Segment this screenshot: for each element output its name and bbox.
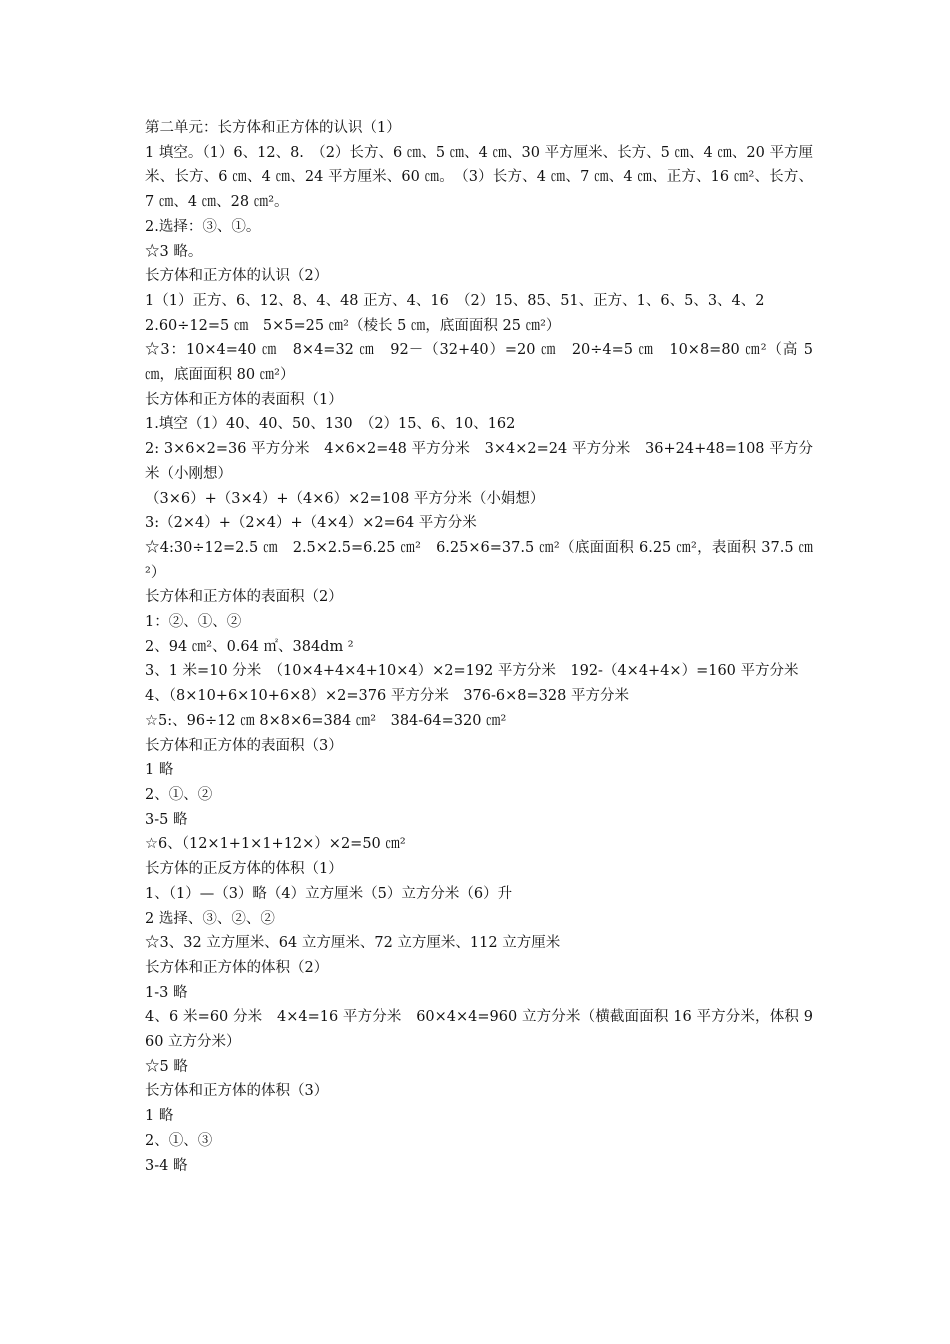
answer-line: 1、（1）—（3）略（4）立方厘米（5）立方分米（6）升 xyxy=(145,885,513,902)
answer-line: ☆3：10×4=40 ㎝ 8×4=32 ㎝ 92－（32+40）=20 ㎝ 20÷4=5 ㎝ 10×8=80 ㎝²（高 5 ㎝，底面面积 80 ㎝²） xyxy=(145,342,813,384)
section-heading: 长方体和正方体的认识（2） xyxy=(145,268,329,285)
answer-line: 1 填空。（1）6、12、8. （2）长方、6 ㎝、5 ㎝、4 ㎝、30 平方厘米、长方、5 ㎝、4 ㎝、20 平方厘米、长方、6 ㎝、4 ㎝、24 平方厘米、60 ㎝。 （3）长方、4 ㎝、7 ㎝、4 ㎝、正方、16 ㎝²、长方、7 ㎝、4 ㎝、28 ㎝²。 xyxy=(145,144,813,211)
answer-line: （3×6）+（3×4）+（4×6）×2=108 平方分米（小娟想） xyxy=(145,490,545,507)
answer-line: 4、6 米=60 分米 4×4=16 平方分米 60×4×4=960 立方分米（横截面面积 16 平方分米，体积 960 立方分米） xyxy=(145,1009,813,1051)
answer-line: 1-3 略 xyxy=(145,984,188,1001)
section-heading: 长方体和正方体的表面积（2） xyxy=(145,589,343,606)
section-heading: 长方体的正反方体的体积（1） xyxy=(145,861,343,878)
answer-line: 3-4 略 xyxy=(145,1157,188,1174)
answer-line: 1.填空（1）40、40、50、130 （2）15、6、10、162 xyxy=(145,416,516,433)
answer-line: 2: 3×6×2=36 平方分米 4×6×2=48 平方分米 3×4×2=24 平方分米 36+24+48=108 平方分米（小刚想） xyxy=(145,441,813,482)
answer-line: ☆3、32 立方厘米、64 立方厘米、72 立方厘米、112 立方厘米 xyxy=(145,935,561,952)
section-heading: 长方体和正方体的表面积（3） xyxy=(145,737,343,754)
answer-line: 2.选择：③、①。 xyxy=(145,218,261,235)
answer-line: 1（1）正方、6、12、8、4、48 正方、4、16 （2）15、85、51、正方、1、6、5、3、4、2 xyxy=(145,292,765,309)
unit-heading: 第二单元：长方体和正方体的认识（1） xyxy=(145,120,401,136)
section-heading: 长方体和正方体的体积（3） xyxy=(145,1083,329,1100)
answer-line: 2.60÷12=5 ㎝ 5×5=25 ㎝²（棱长 5 ㎝，底面面积 25 ㎝²） xyxy=(145,317,561,334)
answer-line: 2、94 ㎝²、0.64 ㎡、384dm ² xyxy=(145,638,354,655)
answer-line: 2、①、③ xyxy=(145,1132,213,1149)
answer-line: ☆5:、96÷12 ㎝ 8×8×6=384 ㎝² 384-64=320 ㎝² xyxy=(145,712,507,729)
answer-line: 1 略 xyxy=(145,1108,174,1125)
answer-line: ☆5 略 xyxy=(145,1058,188,1075)
answer-line: 2 选择、③、②、② xyxy=(145,910,275,927)
answer-line: 1 略 xyxy=(145,762,174,779)
answer-line: 1：②、①、② xyxy=(145,614,242,631)
answer-line: 3、1 米=10 分米 （10×4+4×4+10×4）×2=192 平方分米 192-（4×4+4×）=160 平方分米 xyxy=(145,663,799,680)
document-page xyxy=(145,116,813,1178)
section-heading: 长方体和正方体的表面积（1） xyxy=(145,391,343,408)
answer-line: ☆6、（12×1+1×1+12×）×2=50 ㎝² xyxy=(145,836,406,853)
answer-line: 3:（2×4）+（2×4）+（4×4）×2=64 平方分米 xyxy=(145,515,477,532)
section-heading: 长方体和正方体的体积（2） xyxy=(145,959,329,976)
answer-line: 3-5 略 xyxy=(145,811,188,828)
answer-line: ☆4:30÷12=2.5 ㎝ 2.5×2.5=6.25 ㎝² 6.25×6=37.5 ㎝²（底面面积 6.25 ㎝²，表面积 37.5 ㎝²） xyxy=(145,539,813,581)
answer-line: ☆3 略。 xyxy=(145,243,203,260)
answer-line: 4、（8×10+6×10+6×8）×2=376 平方分米 376-6×8=328 平方分米 xyxy=(145,688,629,705)
answer-line: 2、①、② xyxy=(145,786,213,803)
